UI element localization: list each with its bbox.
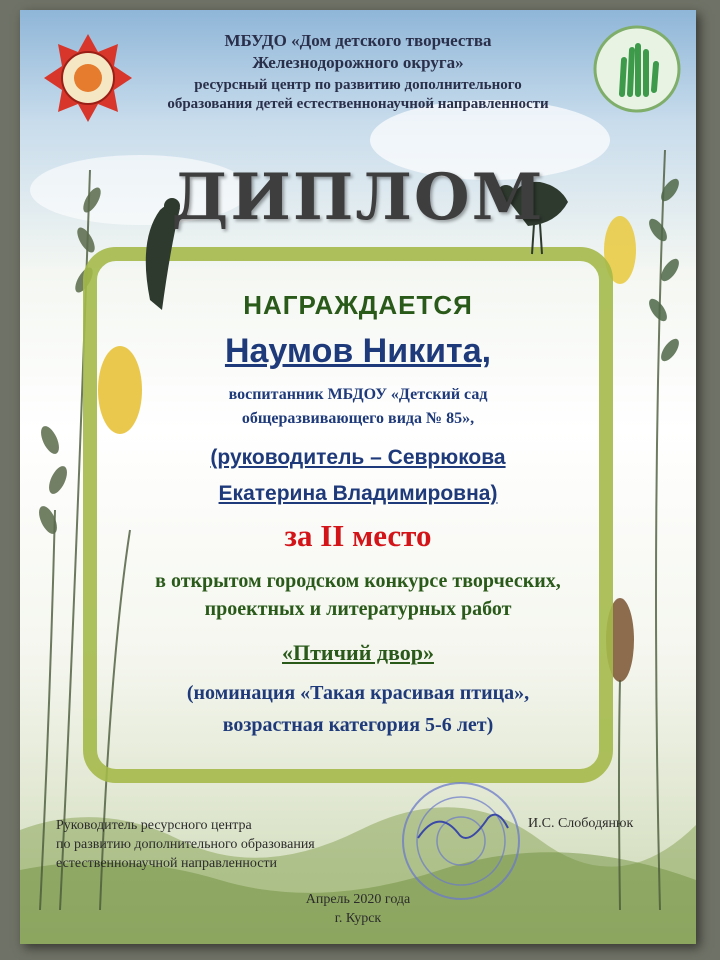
supervisor-line1: (руководитель – Севрюкова — [210, 446, 506, 469]
supervisor-line2: Екатерина Владимировна) — [218, 482, 498, 505]
signer-role-line3: естественнонаучной направленности — [56, 856, 278, 871]
contest-line1: в открытом городском конкурсе творческих, — [155, 570, 561, 592]
issue-date: Апрель 2020 года — [305, 892, 411, 907]
nomination-line2: возрастная категория 5-6 лет) — [222, 714, 494, 736]
award-label: НАГРАЖДАЕТСЯ — [243, 290, 473, 320]
nomination-line1: (номинация «Такая красивая птица», — [186, 682, 530, 704]
resource-center-name — [20, 76, 696, 114]
issue-date-place — [20, 890, 696, 928]
contest-name: «Птичий двор» — [282, 640, 434, 665]
recipient-line1: воспитанник МБДОУ «Детский сад — [228, 386, 488, 403]
signer-role — [56, 816, 315, 873]
signer-role-line1: Руководитель ресурсного центра — [56, 818, 252, 833]
diploma-title: ДИПЛОМ — [171, 160, 545, 235]
recipient-line2: общеразвивающего вида № 85», — [241, 410, 475, 427]
place-text: за II место — [284, 518, 432, 553]
signer-name: И.С. Слободянюк — [528, 816, 634, 831]
organization-name — [20, 30, 696, 74]
background-decoration — [20, 10, 696, 944]
contest-line2: проектных и литературных работ — [204, 598, 512, 620]
recipient-name: Наумов Никита, — [224, 332, 492, 370]
signer-role-line2: по развитию дополнительного образования — [56, 837, 315, 852]
org-line1: МБУДО «Дом детского творчества — [224, 31, 492, 50]
issue-city: г. Курск — [334, 911, 382, 926]
seal-stamp — [398, 778, 524, 904]
center-line1: ресурсный центр по развитию дополнительного — [194, 77, 522, 93]
center-line2: образования детей естественнонаучной направленности — [167, 96, 549, 112]
diploma-sheet — [20, 10, 696, 944]
org-line2: Железнодорожного округа» — [252, 53, 464, 72]
